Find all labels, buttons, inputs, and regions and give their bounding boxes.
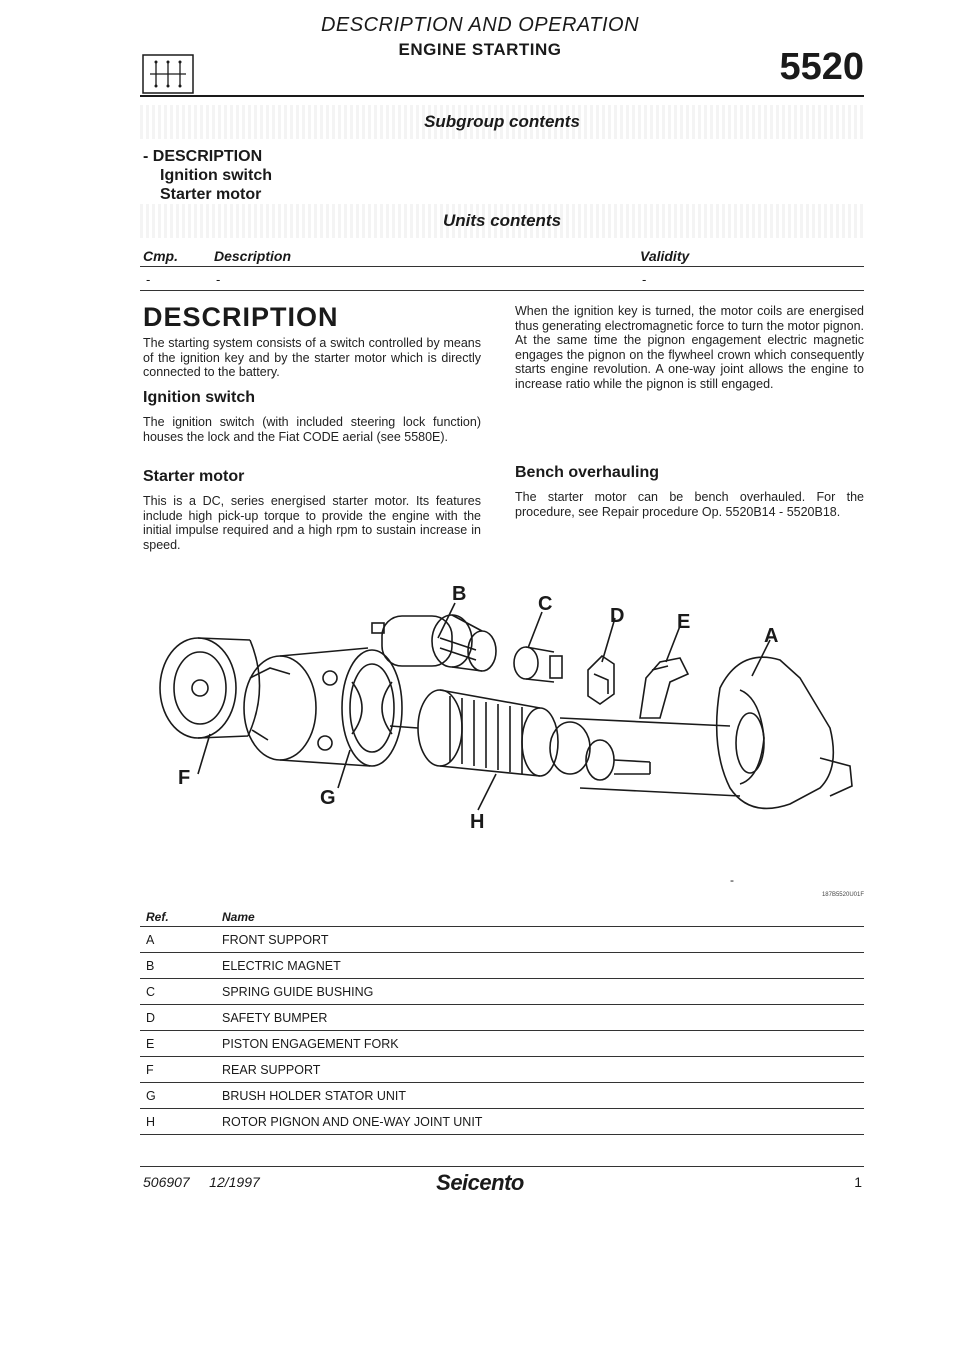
col-validity: Validity	[640, 248, 690, 264]
table-row	[140, 1083, 864, 1109]
units-row-cmp: -	[146, 272, 151, 287]
ignition-paragraph: The ignition switch (with included steering lock function) houses the lock and the Fiat CODE aerial (see 5580E).	[143, 415, 481, 444]
part-name: BRUSH HOLDER STATOR UNIT	[222, 1089, 407, 1103]
part-ref: F	[146, 1063, 154, 1077]
operation-paragraph: When the ignition key is turned, the motor coils are energised thus generating electromagnetic force to turn the motor pignon. At the same time the pignon engagement electric magnetic engages the pignon on the flywheel crown which consequently starts engine revolution. A one-way joint allows the engine to increase ratio while the pignon is still engaged.	[515, 304, 864, 391]
bushing-shape	[514, 647, 562, 682]
bench-paragraph: The starter motor can be bench overhauled. For the procedure, see Repair procedure Op. 5520B14 - 5520B18.	[515, 490, 864, 519]
label-a: A	[764, 625, 779, 647]
description-heading: DESCRIPTION	[143, 302, 339, 332]
footer-rule	[140, 1166, 864, 1167]
starter-heading: Starter motor	[143, 468, 245, 485]
col-cmp: Cmp.	[143, 248, 178, 264]
part-ref: C	[146, 985, 156, 999]
table-row	[140, 1057, 864, 1083]
table-row	[140, 1109, 864, 1135]
table-row	[140, 927, 864, 953]
magnet-shape	[372, 615, 496, 671]
tie-rods-shape	[560, 718, 740, 796]
starter-paragraph: This is a DC, series energised starter motor. Its features include high pick-up torque to provide the engine with the initial impulse required and a high rpm to sustain increase in speed.	[143, 494, 481, 552]
subgroup-item: Ignition switch	[160, 167, 272, 184]
ignition-heading: Ignition switch	[143, 389, 255, 406]
bench-heading: Bench overhauling	[515, 464, 660, 481]
gear-shift-logo	[142, 54, 194, 94]
subgroup-item: Starter motor	[160, 186, 262, 203]
part-ref: B	[146, 959, 155, 973]
label-c: C	[538, 593, 553, 615]
intro-paragraph: The starting system consists of a switch controlled by means of the ignition key and by the starter motor which is directly connected to the battery.	[143, 336, 481, 379]
stator-shape	[244, 648, 402, 766]
part-ref: G	[146, 1089, 156, 1103]
part-name: FRONT SUPPORT	[222, 933, 329, 947]
doc-number: 506907	[143, 1174, 190, 1190]
subgroup-band	[140, 105, 864, 139]
section-subtitle: ENGINE STARTING	[398, 40, 562, 59]
starter-motor-exploded-diagram	[140, 578, 864, 887]
section-code: 5520	[779, 46, 864, 88]
brand-logo: Seicento	[436, 1170, 524, 1195]
part-name: PISTON ENGAGEMENT FORK	[222, 1037, 399, 1051]
section-title: DESCRIPTION AND OPERATION	[320, 14, 640, 36]
units-band	[140, 204, 864, 238]
label-h: H	[470, 811, 485, 833]
part-name: REAR SUPPORT	[222, 1063, 321, 1077]
units-rule-bottom	[140, 290, 864, 291]
label-e: E	[677, 611, 691, 633]
part-name: SAFETY BUMPER	[222, 1011, 328, 1025]
units-rule	[140, 266, 864, 267]
table-row	[140, 1031, 864, 1057]
page-number: 1	[854, 1174, 862, 1190]
label-g: G	[320, 787, 336, 809]
part-ref: H	[146, 1115, 156, 1129]
part-name: SPRING GUIDE BUSHING	[222, 985, 374, 999]
bumper-shape	[588, 656, 614, 704]
subgroup-list	[143, 147, 272, 204]
units-heading: Units contents	[442, 211, 562, 230]
table-row	[140, 979, 864, 1005]
label-f: F	[178, 767, 191, 789]
table-row	[140, 953, 864, 979]
label-d: D	[610, 605, 625, 627]
part-name: ROTOR PIGNON AND ONE-WAY JOINT UNIT	[222, 1115, 483, 1129]
table-row	[140, 1005, 864, 1031]
subgroup-item: - DESCRIPTION	[143, 148, 263, 165]
units-row-validity: -	[642, 272, 647, 287]
units-row-description: -	[216, 272, 221, 287]
part-ref: D	[146, 1011, 156, 1025]
part-name: ELECTRIC MAGNET	[222, 959, 341, 973]
doc-date: 12/1997	[209, 1174, 260, 1190]
header-rule	[140, 95, 864, 97]
fork-shape	[640, 658, 688, 718]
front-support-shape	[717, 657, 852, 808]
part-ref: A	[146, 933, 155, 947]
label-b: B	[452, 583, 467, 605]
diagram-code: 187B5520U01F	[821, 892, 864, 898]
col-name: Name	[222, 910, 255, 924]
col-ref: Ref.	[146, 910, 169, 924]
rear-support-shape	[160, 638, 260, 738]
subgroup-heading: Subgroup contents	[424, 112, 580, 131]
rotor-shape	[390, 690, 650, 780]
part-ref: E	[146, 1037, 155, 1051]
diagram-dash: -	[730, 873, 734, 887]
col-description: Description	[214, 248, 292, 264]
